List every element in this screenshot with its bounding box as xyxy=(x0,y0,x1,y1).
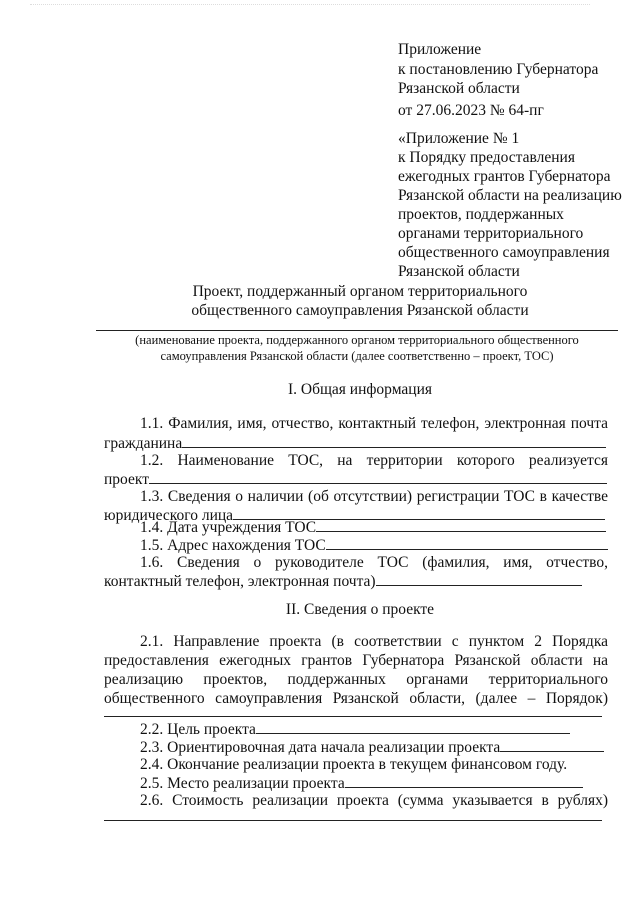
item-label: 1.4. Дата учреждения ТОС xyxy=(140,519,317,536)
appendix-block xyxy=(398,129,628,281)
project-name-field[interactable] xyxy=(96,330,618,331)
appendix-line: органами территориального xyxy=(398,225,584,242)
tos-name-field[interactable] xyxy=(149,469,607,484)
item-1-6-line2 xyxy=(104,571,582,591)
header-line: Рязанской области xyxy=(398,80,520,97)
appendix-line: общественного самоуправления xyxy=(398,244,610,261)
item-label: 2.3. Ориентировочная дата начала реализации проекта xyxy=(140,739,501,756)
item-label: 2.2. Цель проекта xyxy=(140,721,256,738)
appendix-line: проектов, поддержанных xyxy=(398,206,564,223)
project-location-field[interactable] xyxy=(345,773,583,788)
header-block xyxy=(398,40,628,120)
caption-line: (наименование проекта, поддержанного органом территориального общественного xyxy=(135,333,579,347)
header-line: к постановлению Губернатора xyxy=(398,61,599,78)
item-1-1-line2 xyxy=(104,433,606,453)
item-label: проект xyxy=(104,471,149,488)
item-1-2-line1: 1.2. Наименование ТОС, на территории которого реализуется xyxy=(140,452,608,469)
project-name-caption xyxy=(96,332,618,364)
appendix-line: Рязанской области на реализацию xyxy=(398,187,622,204)
item-2-3 xyxy=(140,737,604,757)
item-2-1-line2: предоставления ежегодных грантов Губернатора Рязанской области на xyxy=(104,652,608,669)
item-2-1-line4: общественного самоуправления Рязанской области, (далее – Порядок) xyxy=(104,690,608,707)
project-direction-field[interactable] xyxy=(104,716,602,717)
founding-date-field[interactable] xyxy=(316,517,606,532)
start-date-field[interactable] xyxy=(500,737,604,752)
scan-artifact xyxy=(30,4,590,11)
project-goal-field[interactable] xyxy=(256,719,570,734)
appendix-line: к Порядку предоставления xyxy=(398,149,575,166)
item-1-2-line2 xyxy=(104,469,607,489)
item-1-3-line1: 1.3. Сведения о наличии (об отсутствии) регистрации ТОС в качестве xyxy=(140,488,608,505)
item-label: юридического лица xyxy=(104,507,234,524)
item-2-1-line1: 2.1. Направление проекта (в соответствии с пунктом 2 Порядка xyxy=(140,633,608,650)
full-name-contact-field[interactable] xyxy=(182,433,606,448)
item-1-5 xyxy=(140,535,608,555)
item-label: гражданина xyxy=(104,435,183,452)
item-label: 1.5. Адрес нахождения ТОС xyxy=(140,537,326,554)
header-line: от 27.06.2023 № 64-пг xyxy=(398,102,544,119)
leader-info-field[interactable] xyxy=(376,571,582,586)
item-2-6: 2.6. Стоимость реализации проекта (сумма указывается в рублях) xyxy=(140,792,608,809)
item-2-2 xyxy=(140,719,570,739)
caption-line: самоуправления Рязанской области (далее соответственно – проект, ТОС) xyxy=(160,349,554,363)
item-1-4 xyxy=(140,517,606,537)
item-2-4: 2.4. Окончание реализации проекта в текущем финансовом году. xyxy=(140,756,568,773)
document-title xyxy=(100,282,620,320)
item-1-1-line1: 1.1. Фамилия, имя, отчество, контактный телефон, электронная почта xyxy=(140,415,608,432)
item-label: контактный телефон, электронная почта) xyxy=(104,573,376,590)
appendix-line: Рязанской области xyxy=(398,263,520,280)
header-line: Приложение xyxy=(398,41,482,58)
title-line: общественного самоуправления Рязанской области xyxy=(191,302,529,319)
title-line: Проект, поддержанный органом территориального xyxy=(192,283,528,300)
appendix-line: «Приложение № 1 xyxy=(398,130,520,147)
item-label: 2.5. Место реализации проекта xyxy=(140,775,345,792)
item-1-6-line1: 1.6. Сведения о руководителе ТОС (фамилия, имя, отчество, xyxy=(140,554,608,571)
section1-heading: I. Общая информация xyxy=(287,381,432,398)
appendix-line: ежегодных грантов Губернатора xyxy=(398,168,611,185)
project-cost-field[interactable] xyxy=(104,820,602,821)
section2-heading: II. Сведения о проекте xyxy=(285,601,435,618)
tos-address-field[interactable] xyxy=(326,535,608,550)
item-2-1-line3: реализацию проектов, поддержанных органами территориального xyxy=(104,671,608,688)
item-2-5 xyxy=(140,773,583,793)
